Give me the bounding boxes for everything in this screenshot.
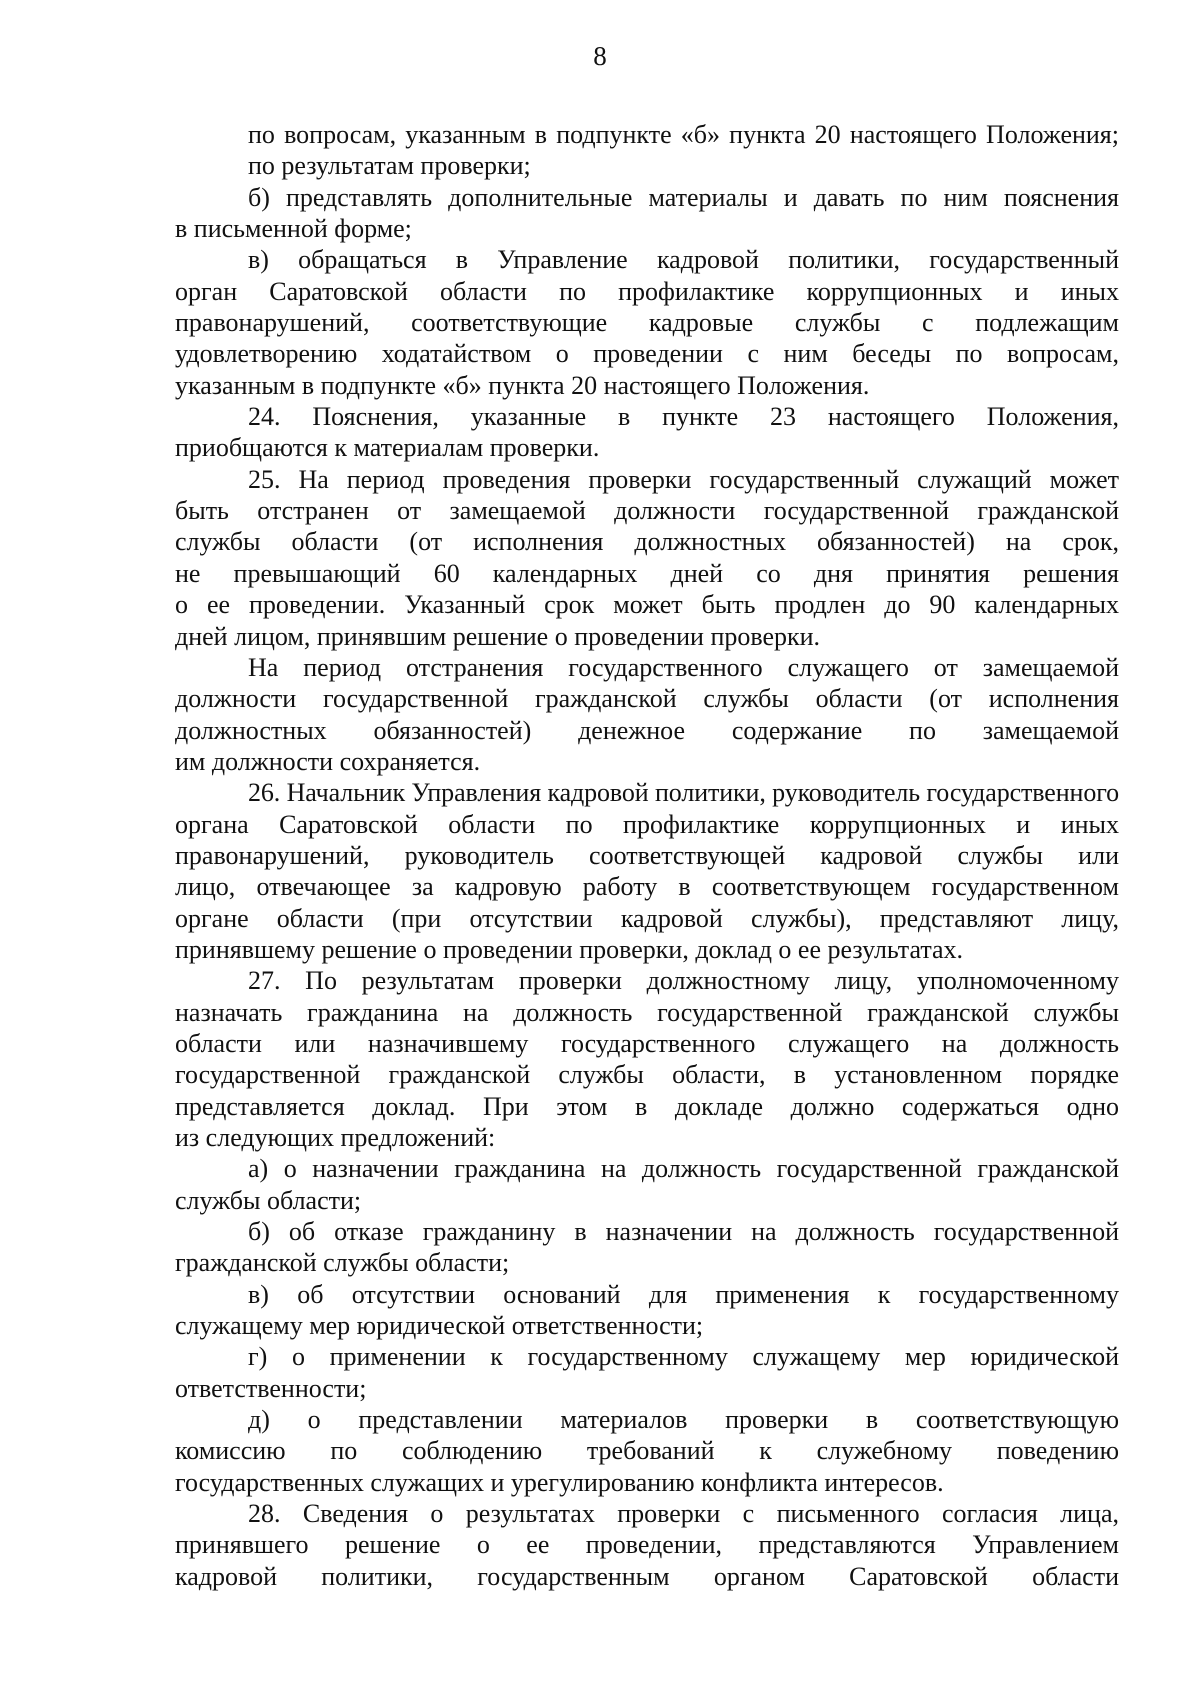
text-line: должности государственной гражданской службы области (от исполнения [175, 684, 1119, 714]
text-line: 28. Сведения о результатах проверки с письменного согласия лица, [248, 1499, 1119, 1529]
text-line: органе области (при отсутствии кадровой службы), представляют лицу, [175, 903, 1119, 933]
text-line: органа Саратовской области по профилактике коррупционных и иных [175, 809, 1119, 839]
text-line: кадровой политики, государственным органом Саратовской области [175, 1561, 1119, 1591]
text-line: в письменной форме; [175, 214, 412, 244]
text-line: правонарушений, руководитель соответствующей кадровой службы или [175, 840, 1119, 870]
text-line: г) о применении к государственному служащему мер юридической [248, 1342, 1119, 1372]
text-line: государственных служащих и урегулированию конфликта интересов. [175, 1467, 944, 1497]
text-line: ответственности; [175, 1373, 367, 1403]
text-line: им должности сохраняется. [175, 746, 481, 776]
text-line: быть отстранен от замещаемой должности государственной гражданской [175, 496, 1119, 526]
text-line: о ее проведении. Указанный срок может быть продлен до 90 календарных [175, 590, 1119, 620]
text-line: а) о назначении гражданина на должность государственной гражданской [248, 1154, 1119, 1184]
text-line: из следующих предложений: [175, 1123, 496, 1152]
text-line: лицо, отвечающее за кадровую работу в соответствующем государственном [175, 872, 1119, 902]
text-line: не превышающий 60 календарных дней со дня принятия решения [175, 558, 1119, 588]
text-line: служащему мер юридической ответственности; [175, 1311, 704, 1341]
text-line: должностных обязанностей) денежное содержание по замещаемой [175, 715, 1119, 745]
text-line: назначать гражданина на должность государственной гражданской службы [175, 997, 1119, 1027]
text-line: принявшему решение о проведении проверки, доклад о ее результатах. [175, 934, 964, 964]
text-line: представляется доклад. При этом в докладе должно содержаться одно [175, 1091, 1119, 1121]
text-line: в) обращаться в Управление кадровой политики, государственный [248, 245, 1119, 275]
document-body [175, 119, 1119, 1592]
text-line: д) о представлении материалов проверки в соответствующую [248, 1405, 1119, 1435]
text-line: 24. Пояснения, указанные в пункте 23 настоящего Положения, [248, 402, 1119, 432]
text-line: службы области; [175, 1185, 362, 1215]
text-line: по вопросам, указанным в подпункте «б» пункта 20 настоящего Положения; [248, 120, 1119, 149]
text-line: 27. По результатам проверки должностному лицу, уполномоченному [248, 966, 1119, 996]
text-line: На период отстранения государственного служащего от замещаемой [248, 652, 1119, 682]
text-line: в) об отсутствии оснований для применения к государственному [248, 1279, 1119, 1309]
text-line: б) представлять дополнительные материалы и давать по ним пояснения [248, 182, 1119, 212]
text-line: принявшего решение о ее проведении, представляются Управлением [175, 1530, 1119, 1560]
text-line: государственной гражданской службы области, в установленном порядке [175, 1060, 1119, 1090]
text-line: правонарушений, соответствующие кадровые службы с подлежащим [175, 308, 1119, 338]
text-line: службы области (от исполнения должностных обязанностей) на срок, [175, 527, 1119, 557]
text-line: 26. Начальник Управления кадровой политики, руководитель государственного [248, 778, 1119, 808]
text-line: 25. На период проведения проверки государственный служащий может [248, 464, 1119, 494]
text-line: по результатам проверки; [248, 151, 531, 181]
text-line: орган Саратовской области по профилактике коррупционных и иных [175, 276, 1119, 306]
text-line: дней лицом, принявшим решение о проведении проверки. [175, 621, 821, 651]
text-line: области или назначившему государственного служащего на должность [175, 1028, 1119, 1058]
text-line: б) об отказе гражданину в назначении на должность государственной [248, 1217, 1119, 1247]
text-line: указанным в подпункте «б» пункта 20 настоящего Положения. [175, 370, 870, 400]
text-line: удовлетворению ходатайством о проведении с ним беседы по вопросам, [175, 339, 1119, 369]
text-line: гражданской службы области; [175, 1248, 510, 1278]
page-number: 8 [593, 41, 607, 71]
text-line: приобщаются к материалам проверки. [175, 433, 600, 463]
text-line: комиссию по соблюдению требований к служебному поведению [175, 1436, 1119, 1466]
